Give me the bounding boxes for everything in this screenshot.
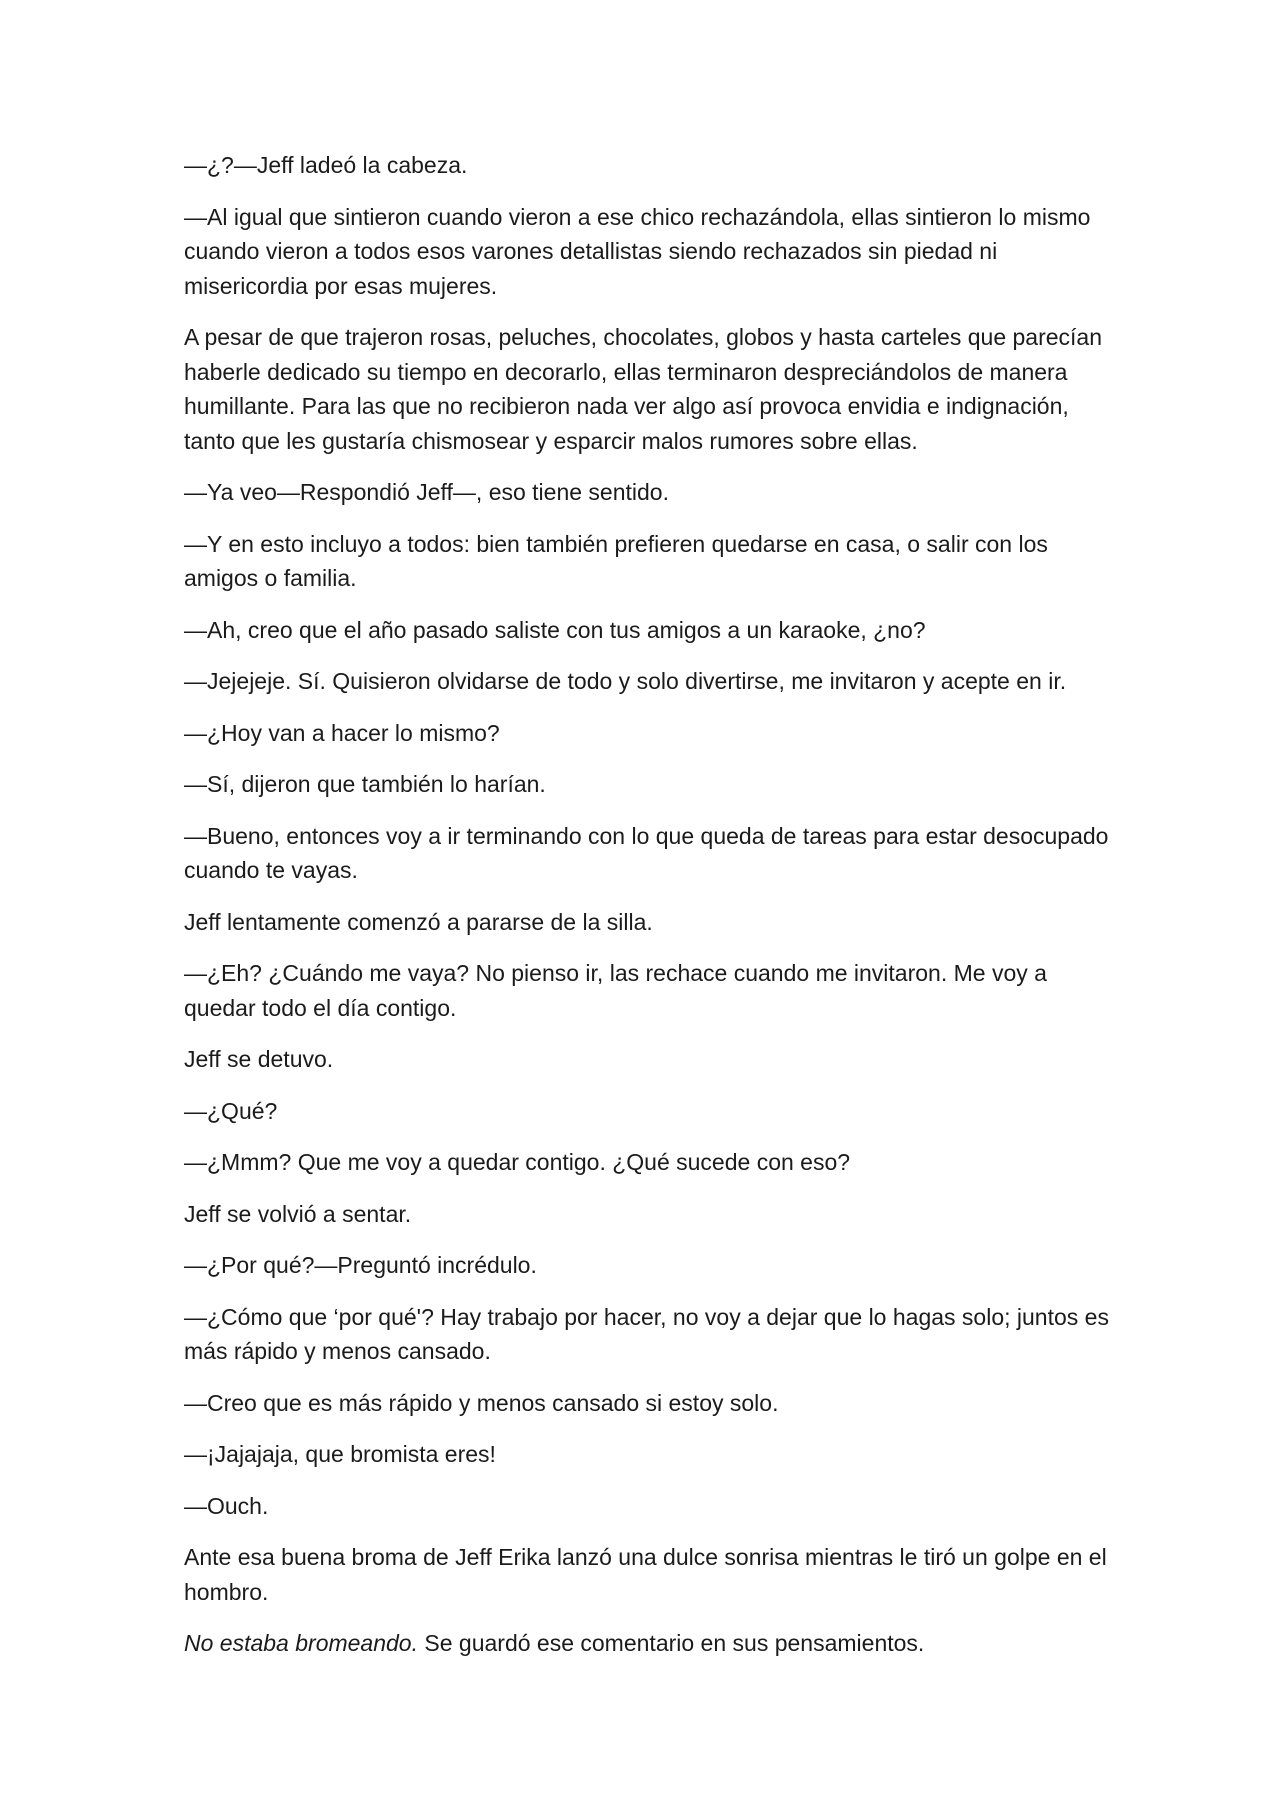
paragraph: Jeff se volvió a sentar.	[184, 1200, 412, 1227]
italic-thought: No estaba bromeando.	[184, 1630, 418, 1656]
paragraph: —Jejejeje. Sí. Quisieron olvidarse de todo y solo divertirse, me invitaron y acepte en ir.	[184, 668, 1067, 694]
paragraph: —¿Por qué?—Preguntó incrédulo.	[184, 1252, 537, 1278]
last-paragraph	[184, 1626, 1114, 1661]
paragraph: —¿Qué?	[184, 1097, 278, 1124]
paragraph: —Ya veo—Respondió Jeff—, eso tiene sentido.	[184, 479, 669, 505]
paragraph: A pesar de que trajeron rosas, peluches, chocolates, globos y hasta carteles que parecían haberle dedicado su tiempo en decorarlo, ellas terminaron despreciándolos de manera humillante. Para las que no recibieron nada ver algo así provoca envidia e indignación, tanto que les gustaría chismosear y esparcir malos rumores sobre ellas.	[184, 324, 1103, 454]
paragraph: Jeff lentamente comenzó a pararse de la silla.	[184, 908, 653, 935]
last-paragraph-rest: Se guardó ese comentario en sus pensamientos.	[418, 1630, 925, 1656]
paragraph: —Al igual que sintieron cuando vieron a ese chico rechazándola, ellas sintieron lo mismo cuando vieron a todos esos varones detallistas siendo rechazados sin piedad ni misericordia por esas mujeres.	[184, 203, 1091, 299]
paragraph: Jeff se detuvo.	[184, 1046, 334, 1072]
paragraph: —¿Cómo que ‘por qué'? Hay trabajo por hacer, no voy a dejar que lo hagas solo; juntos es más rápido y menos cansado.	[184, 1303, 1109, 1364]
paragraph: —¿Mmm? Que me voy a quedar contigo. ¿Qué sucede con eso?	[184, 1149, 851, 1175]
paragraph: —Ah, creo que el año pasado saliste con tus amigos a un karaoke, ¿no?	[184, 616, 926, 643]
paragraph: —¡Jajajaja, que bromista eres!	[184, 1441, 496, 1467]
paragraph: Ante esa buena broma de Jeff Erika lanzó una dulce sonrisa mientras le tiró un golpe en el hombro.	[184, 1544, 1107, 1605]
paragraph: —¿?—Jeff ladeó la cabeza.	[184, 152, 468, 178]
paragraph: —Creo que es más rápido y menos cansado si estoy solo.	[184, 1389, 779, 1416]
text-column	[184, 148, 1114, 1678]
paragraph: —Bueno, entonces voy a ir terminando con lo que queda de tareas para estar desocupado cuando te vayas.	[184, 822, 1109, 883]
paragraph: —Sí, dijeron que también lo harían.	[184, 771, 546, 797]
paragraph: —Y en esto incluyo a todos: bien también prefieren quedarse en casa, o salir con los amigos o familia.	[184, 530, 1048, 591]
paragraph: —Ouch.	[184, 1492, 269, 1519]
paragraph: —¿Eh? ¿Cuándo me vaya? No pienso ir, las rechace cuando me invitaron. Me voy a quedar todo el día contigo.	[184, 960, 1047, 1021]
paragraph: —¿Hoy van a hacer lo mismo?	[184, 719, 500, 746]
